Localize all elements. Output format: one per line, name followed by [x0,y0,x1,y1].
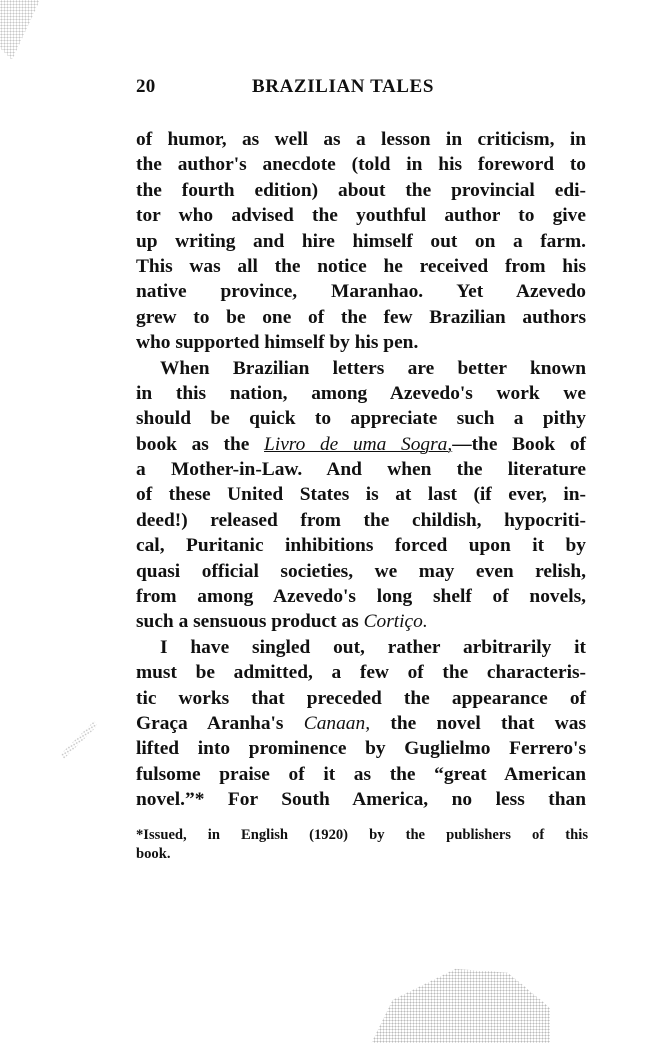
text-segment: book as the [136,433,265,455]
text-line [136,711,586,736]
text-line: of humor, as well as a lesson in criticism, in [136,129,586,150]
page-stain-bottom [340,965,550,1043]
text-line: lifted into prominence by Guglielmo Ferrero's [136,738,586,760]
text-line: native province, Maranhao. Yet Azevedo [136,281,586,303]
footnote-line: book. [136,846,171,862]
page-header [136,76,588,102]
text-line: deed!) released from the childish, hypocriti- [136,509,586,531]
text-line: who supported himself by his pen. [136,332,419,354]
book-title-canaan: Canaan, [303,712,371,734]
footnote [136,826,588,864]
footnote-line: *Issued, in English (1920) by the publishers of this [136,827,588,843]
page-stain-left-margin [52,716,107,765]
running-head: BRAZILIAN TALES [252,76,434,97]
text-line: of these United States is at last (if ever, in- [136,484,586,506]
text-segment: such a sensuous product as [136,611,364,633]
text-segment: Graça Aranha's [136,712,304,734]
text-line: up writing and hire himself out on a farm. [136,230,586,252]
text-line: This was all the notice he received from his [136,255,586,277]
text-segment: the novel that was [370,712,586,734]
text-line: cal, Puritanic inhibitions forced upon it by [136,535,586,557]
text-line: tic works that preceded the appearance of [136,687,586,709]
text-line: a Mother-in-Law. And when the literature [136,459,586,481]
page-number: 20 [136,76,156,97]
page-stain-top-left [0,0,40,60]
text-line: must be admitted, a few of the characteris- [136,662,586,684]
text-line: quasi official societies, we may even relish, [136,560,586,582]
body-text [136,127,586,813]
text-line: grew to be one of the few Brazilian authors [136,306,586,328]
text-line: the fourth edition) about the provincial edi- [136,179,586,201]
text-line [136,609,586,634]
text-segment: —the Book of [452,433,587,455]
text-line: tor who advised the youthful author to give [136,205,586,227]
text-line: in this nation, among Azevedo's work we [136,382,586,404]
text-line: the author's anecdote (told in his foreword to [136,154,586,176]
text-line: from among Azevedo's long shelf of novels, [136,586,586,608]
text-line: fulsome praise of it as the “great American [136,763,586,785]
book-title-cortico: Cortiço. [363,611,428,633]
text-line [136,432,586,457]
text-line: When Brazilian letters are better known [160,357,586,379]
text-line: novel.”* For South America, no less than [136,789,586,811]
book-title-livro-de-uma-sogra: Livro de uma Sogra, [264,433,453,455]
text-line: I have singled out, rather arbitrarily it [160,636,586,658]
text-line: should be quick to appreciate such a pithy [136,408,586,430]
